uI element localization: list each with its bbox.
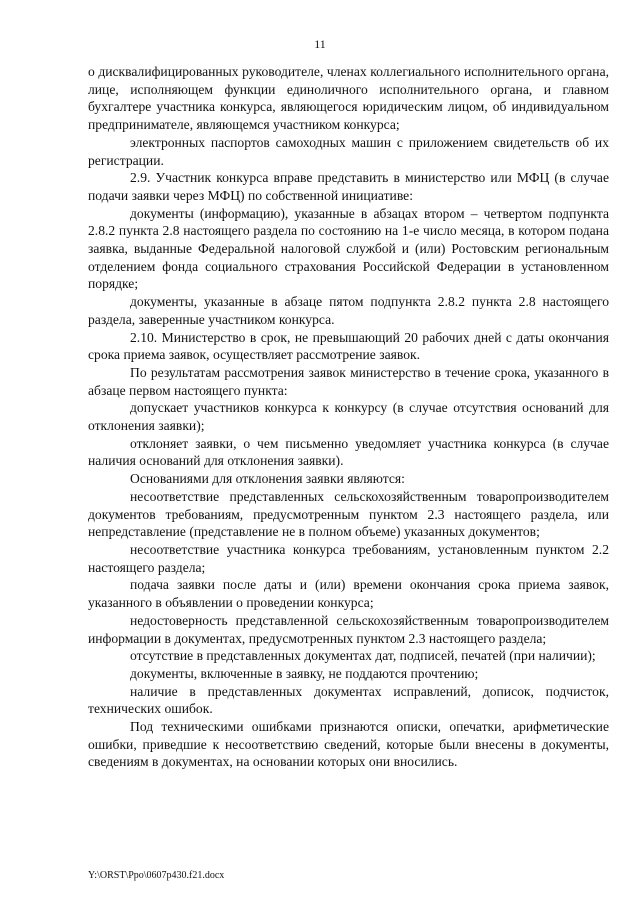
paragraph: наличие в представленных документах исправлений, дописок, подчисток, технических ошибок. [88, 683, 609, 717]
paragraph: документы, включенные в заявку, не поддаются прочтению; [130, 665, 479, 681]
paragraph: документы (информацию), указанные в абзацах втором – четвертом подпункта 2.8.2 пункта 2.8 настоящего раздела по состоянию на 1-е число месяца, в котором подана заявка, выданные Федеральной налоговой службой и (или) Ростовским региональным отделением фонда социального страхования Российской Федерации в установленном порядке; [88, 205, 609, 292]
paragraph: 2.9. Участник конкурса вправе представить в министерство или МФЦ (в случае подачи заявки через МФЦ) по собственной инициативе: [88, 170, 609, 203]
document-body [88, 63, 609, 771]
paragraph: допускает участников конкурса к конкурсу (в случае отсутствия оснований для отклонения заявки); [88, 400, 609, 434]
paragraph: о дисквалифицированных руководителе, членах коллегиального исполнительного органа, лице, исполняющем функции единоличного исполнительного органа, и главном бухгалтере участника конкурса, являющегося юридическим лицом, об индивидуальном предпринимателе, являющемся участником конкурса; [88, 64, 609, 133]
paragraph: несоответствие представленных сельскохозяйственным товаропроизводителем документов требованиям, предусмотренным пунктом 2.3 настоящего раздела, или непредставление (представление не в полном объеме) указанных документов; [88, 488, 609, 540]
paragraph: 2.10. Министерство в срок, не превышающий 20 рабочих дней с даты окончания срока приема заявок, осуществляет рассмотрение заявок. [88, 329, 609, 363]
paragraph: недостоверность представленной сельскохозяйственным товаропроизводителем информации в документах, предусмотренных пунктом 2.3 настоящего раздела; [88, 612, 609, 646]
paragraph: подача заявки после даты и (или) времени окончания срока приема заявок, указанного в объявлении о проведении конкурса; [88, 577, 609, 611]
page-number: 11 [314, 37, 326, 51]
paragraph: несоответствие участника конкурса требованиям, установленным пунктом 2.2 настоящего раздела; [88, 541, 609, 575]
paragraph: По результатам рассмотрения заявок министерство в течение срока, указанного в абзаце первом настоящего пункта: [88, 364, 609, 398]
paragraph: отклоняет заявки, о чем письменно уведомляет участника конкурса (в случае наличия оснований для отклонения заявки). [88, 435, 609, 469]
paragraph: документы, указанные в абзаце пятом подпункта 2.8.2 пункта 2.8 настоящего раздела, заверенные участником конкурса. [88, 294, 609, 327]
paragraph: отсутствие в представленных документах дат, подписей, печатей (при наличии); [130, 648, 596, 664]
paragraph: Основаниями для отклонения заявки являются: [130, 471, 405, 487]
paragraph: Под техническими ошибками признаются описки, опечатки, арифметические ошибки, приведшие к несоответствию сведений, которые были внесены в документы, сведениям в документах, на основании которых они вносились. [88, 719, 609, 770]
paragraph: электронных паспортов самоходных машин с приложением свидетельств об их регистрации. [88, 134, 609, 168]
footer-file-path: Y:\ORST\Ppo\0607p430.f21.docx [88, 870, 225, 881]
